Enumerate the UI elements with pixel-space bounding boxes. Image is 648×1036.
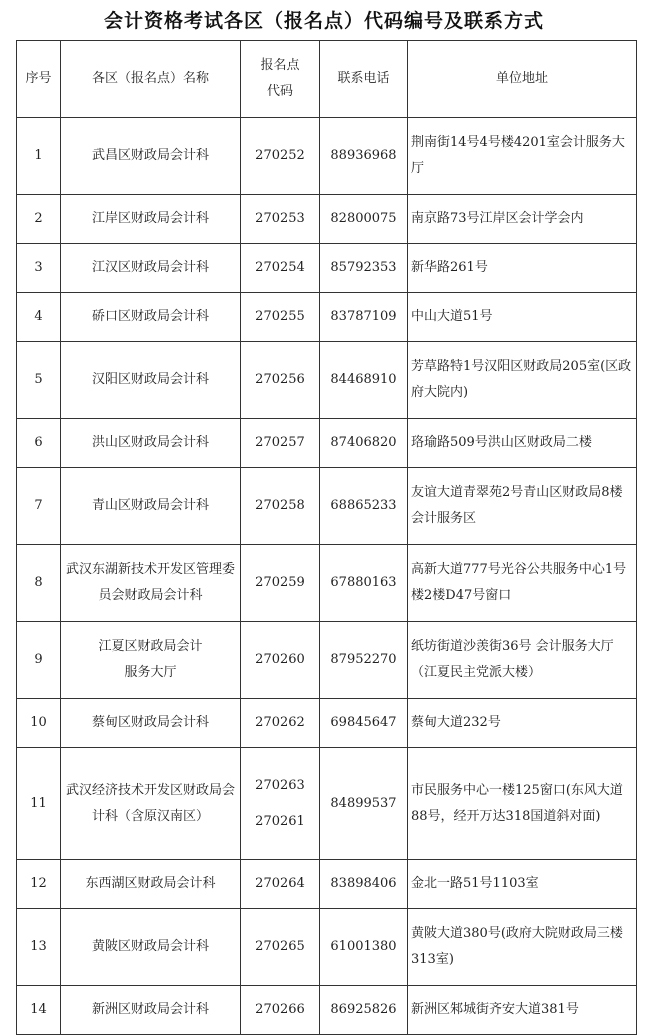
header-code	[241, 41, 320, 118]
row-name	[61, 342, 241, 419]
row-phone: 86925826	[320, 986, 408, 1035]
row-code	[241, 909, 320, 986]
row-name	[61, 545, 241, 622]
row-name	[61, 118, 241, 195]
row-phone: 87952270	[320, 622, 408, 699]
row-address: 新华路261号	[408, 244, 637, 293]
row-code-value: 270259	[255, 575, 305, 590]
row-address: 蔡甸大道232号	[408, 699, 637, 748]
table-row	[17, 699, 637, 748]
row-name	[61, 860, 241, 909]
row-code-value: 270264	[255, 876, 305, 891]
row-name-line: 东西湖区财政局会计科	[85, 876, 216, 891]
row-phone: 69845647	[320, 699, 408, 748]
table-row	[17, 860, 637, 909]
table-row	[17, 986, 637, 1035]
table-row	[17, 118, 637, 195]
row-name-line: 青山区财政局会计科	[91, 498, 209, 513]
row-phone: 87406820	[320, 419, 408, 468]
row-seq: 11	[17, 748, 61, 860]
table-row	[17, 468, 637, 545]
row-seq: 14	[17, 986, 61, 1035]
row-phone: 82800075	[320, 195, 408, 244]
row-code-value: 270266	[255, 1002, 305, 1017]
row-name	[61, 748, 241, 860]
row-address: 市民服务中心一楼125窗口(东风大道88号，经开万达318国道斜对面)	[408, 748, 637, 860]
table-header-row	[17, 41, 637, 118]
row-seq: 8	[17, 545, 61, 622]
row-code	[241, 860, 320, 909]
row-phone: 83898406	[320, 860, 408, 909]
row-name	[61, 986, 241, 1035]
row-name	[61, 622, 241, 699]
row-code	[241, 118, 320, 195]
header-address: 单位地址	[408, 41, 637, 118]
row-phone: 83787109	[320, 293, 408, 342]
row-seq: 2	[17, 195, 61, 244]
row-address: 高新大道777号光谷公共服务中心1号楼2楼D47号窗口	[408, 545, 637, 622]
header-code-line1: 报名点	[260, 58, 300, 73]
row-code-value: 270262	[255, 715, 305, 730]
row-seq: 6	[17, 419, 61, 468]
row-phone: 85792353	[320, 244, 408, 293]
row-name	[61, 909, 241, 986]
row-name-line: 硚口区财政局会计科	[91, 309, 209, 324]
row-phone: 67880163	[320, 545, 408, 622]
row-code	[241, 699, 320, 748]
row-seq: 9	[17, 622, 61, 699]
row-name-line: 洪山区财政局会计科	[91, 435, 209, 450]
row-address: 中山大道51号	[408, 293, 637, 342]
row-name	[61, 468, 241, 545]
row-seq: 7	[17, 468, 61, 545]
row-code	[241, 622, 320, 699]
header-phone: 联系电话	[320, 41, 408, 118]
row-seq: 10	[17, 699, 61, 748]
table-row	[17, 748, 637, 860]
row-seq: 13	[17, 909, 61, 986]
row-name	[61, 699, 241, 748]
row-code	[241, 468, 320, 545]
document-title: 会计资格考试各区（报名点）代码编号及联系方式	[103, 10, 544, 32]
row-code-value: 270256	[255, 372, 305, 387]
row-seq: 4	[17, 293, 61, 342]
row-code	[241, 293, 320, 342]
row-name-line: 武汉经济技术开发区财政局会计科（含原汉南区）	[65, 782, 235, 824]
row-code	[241, 244, 320, 293]
row-code-value: 270258	[255, 498, 305, 513]
row-phone: 84899537	[320, 748, 408, 860]
row-name-line: 汉阳区财政局会计科	[91, 372, 209, 387]
row-seq: 3	[17, 244, 61, 293]
row-code	[241, 545, 320, 622]
district-code-table	[16, 40, 637, 1035]
row-name-line: 江夏区财政局会计	[98, 639, 203, 654]
table-row	[17, 545, 637, 622]
row-address: 珞瑜路509号洪山区财政局二楼	[408, 419, 637, 468]
row-address: 黄陂大道380号(政府大院财政局三楼313室)	[408, 909, 637, 986]
row-code-value: 270257	[255, 435, 305, 450]
table-row	[17, 195, 637, 244]
row-seq: 1	[17, 118, 61, 195]
header-seq: 序号	[17, 41, 61, 118]
row-code-value: 270263	[255, 777, 305, 793]
table-row	[17, 419, 637, 468]
row-address: 金北一路51号1103室	[408, 860, 637, 909]
row-seq: 12	[17, 860, 61, 909]
row-name	[61, 195, 241, 244]
row-name-line: 黄陂区财政局会计科	[91, 939, 209, 954]
row-phone: 88936968	[320, 118, 408, 195]
row-phone: 61001380	[320, 909, 408, 986]
row-code-value: 270255	[255, 309, 305, 324]
row-code-value: 270260	[255, 652, 305, 667]
row-name	[61, 419, 241, 468]
row-name-line: 江汉区财政局会计科	[91, 260, 209, 275]
row-code	[241, 986, 320, 1035]
row-code	[241, 342, 320, 419]
table-row	[17, 342, 637, 419]
table-row	[17, 244, 637, 293]
row-code	[241, 195, 320, 244]
row-code-value: 270265	[255, 939, 305, 954]
row-name	[61, 244, 241, 293]
row-name-line: 新洲区财政局会计科	[91, 1002, 209, 1017]
table-row	[17, 622, 637, 699]
row-code	[241, 748, 320, 860]
header-name: 各区（报名点）名称	[61, 41, 241, 118]
row-code	[241, 419, 320, 468]
row-name-line: 服务大厅	[124, 665, 177, 680]
row-name	[61, 293, 241, 342]
row-name-line: 蔡甸区财政局会计科	[91, 715, 209, 730]
table-row	[17, 293, 637, 342]
row-name-line: 武汉东湖新技术开发区管理委员会财政局会计科	[65, 562, 235, 603]
table-row	[17, 909, 637, 986]
row-name-line: 武昌区财政局会计科	[91, 148, 209, 163]
row-seq: 5	[17, 342, 61, 419]
row-code-value: 270253	[255, 211, 305, 226]
header-code-line2: 代码	[266, 84, 293, 99]
row-address: 友谊大道青翠苑2号青山区财政局8楼会计服务区	[408, 468, 637, 545]
row-phone: 84468910	[320, 342, 408, 419]
row-phone: 68865233	[320, 468, 408, 545]
row-code-value: 270261	[255, 813, 305, 829]
row-address: 芳草路特1号汉阳区财政局205室(区政府大院内)	[408, 342, 637, 419]
row-code-value: 270252	[255, 148, 305, 163]
row-name-line: 江岸区财政局会计科	[91, 211, 209, 226]
table-body	[17, 118, 637, 1035]
row-address: 新洲区邾城街齐安大道381号	[408, 986, 637, 1035]
row-address: 南京路73号江岸区会计学会内	[408, 195, 637, 244]
row-address: 纸坊街道沙羡街36号 会计服务大厅（江夏民主党派大楼）	[408, 622, 637, 699]
row-code-value: 270254	[255, 260, 305, 275]
row-address: 荆南街14号4号楼4201室会计服务大厅	[408, 118, 637, 195]
